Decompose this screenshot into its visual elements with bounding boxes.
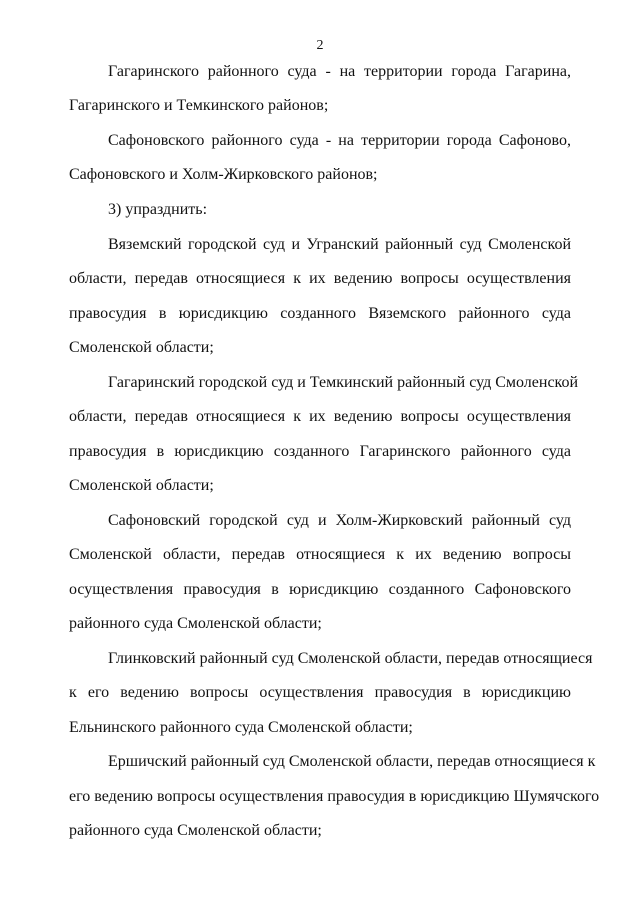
text-line: Гагаринский городской суд и Темкинский районный суд Смоленской [108, 374, 579, 391]
text-line: правосудия в юрисдикцию созданного Вяземского районного суда [69, 305, 571, 322]
text-line: 3) упразднить: [108, 201, 208, 218]
text-line: районного суда Смоленской области; [69, 822, 322, 839]
text-line: Вяземский городской суд и Угранский районный суд Смоленской [108, 236, 571, 253]
page-number: 2 [316, 38, 324, 53]
text-line: районного суда Смоленской области; [69, 615, 322, 632]
text-line: Сафоновского районного суда - на территории города Сафоново, [108, 132, 571, 149]
text-line: его ведению вопросы осуществления правосудия в юрисдикцию Шумячского [69, 788, 600, 805]
text-line: Смоленской области, передав относящиеся к их ведению вопросы [69, 546, 571, 563]
text-line: Гагаринского районного суда - на территории города Гагарина, [108, 63, 571, 80]
text-line: Сафоновского и Холм-Жирковского районов; [69, 166, 378, 183]
text-line: осуществления правосудия в юрисдикцию созданного Сафоновского [69, 581, 571, 598]
text-line: Ельнинского районного суда Смоленской области; [69, 719, 413, 736]
text-line: правосудия в юрисдикцию созданного Гагаринского районного суда [69, 443, 571, 460]
text-line: к его ведению вопросы осуществления правосудия в юрисдикцию [69, 684, 571, 701]
text-line: Глинковский районный суд Смоленской области, передав относящиеся [108, 650, 593, 667]
text-line: Ершичский районный суд Смоленской области, передав относящиеся к [108, 753, 596, 770]
text-line: Гагаринского и Темкинского районов; [69, 97, 329, 114]
text-line: области, передав относящиеся к их ведению вопросы осуществления [69, 408, 571, 425]
text-line: Смоленской области; [69, 477, 214, 494]
text-line: Сафоновский городской суд и Холм-Жирковский районный суд [108, 512, 571, 529]
text-line: Смоленской области; [69, 339, 214, 356]
text-line: области, передав относящиеся к их ведению вопросы осуществления [69, 270, 571, 287]
